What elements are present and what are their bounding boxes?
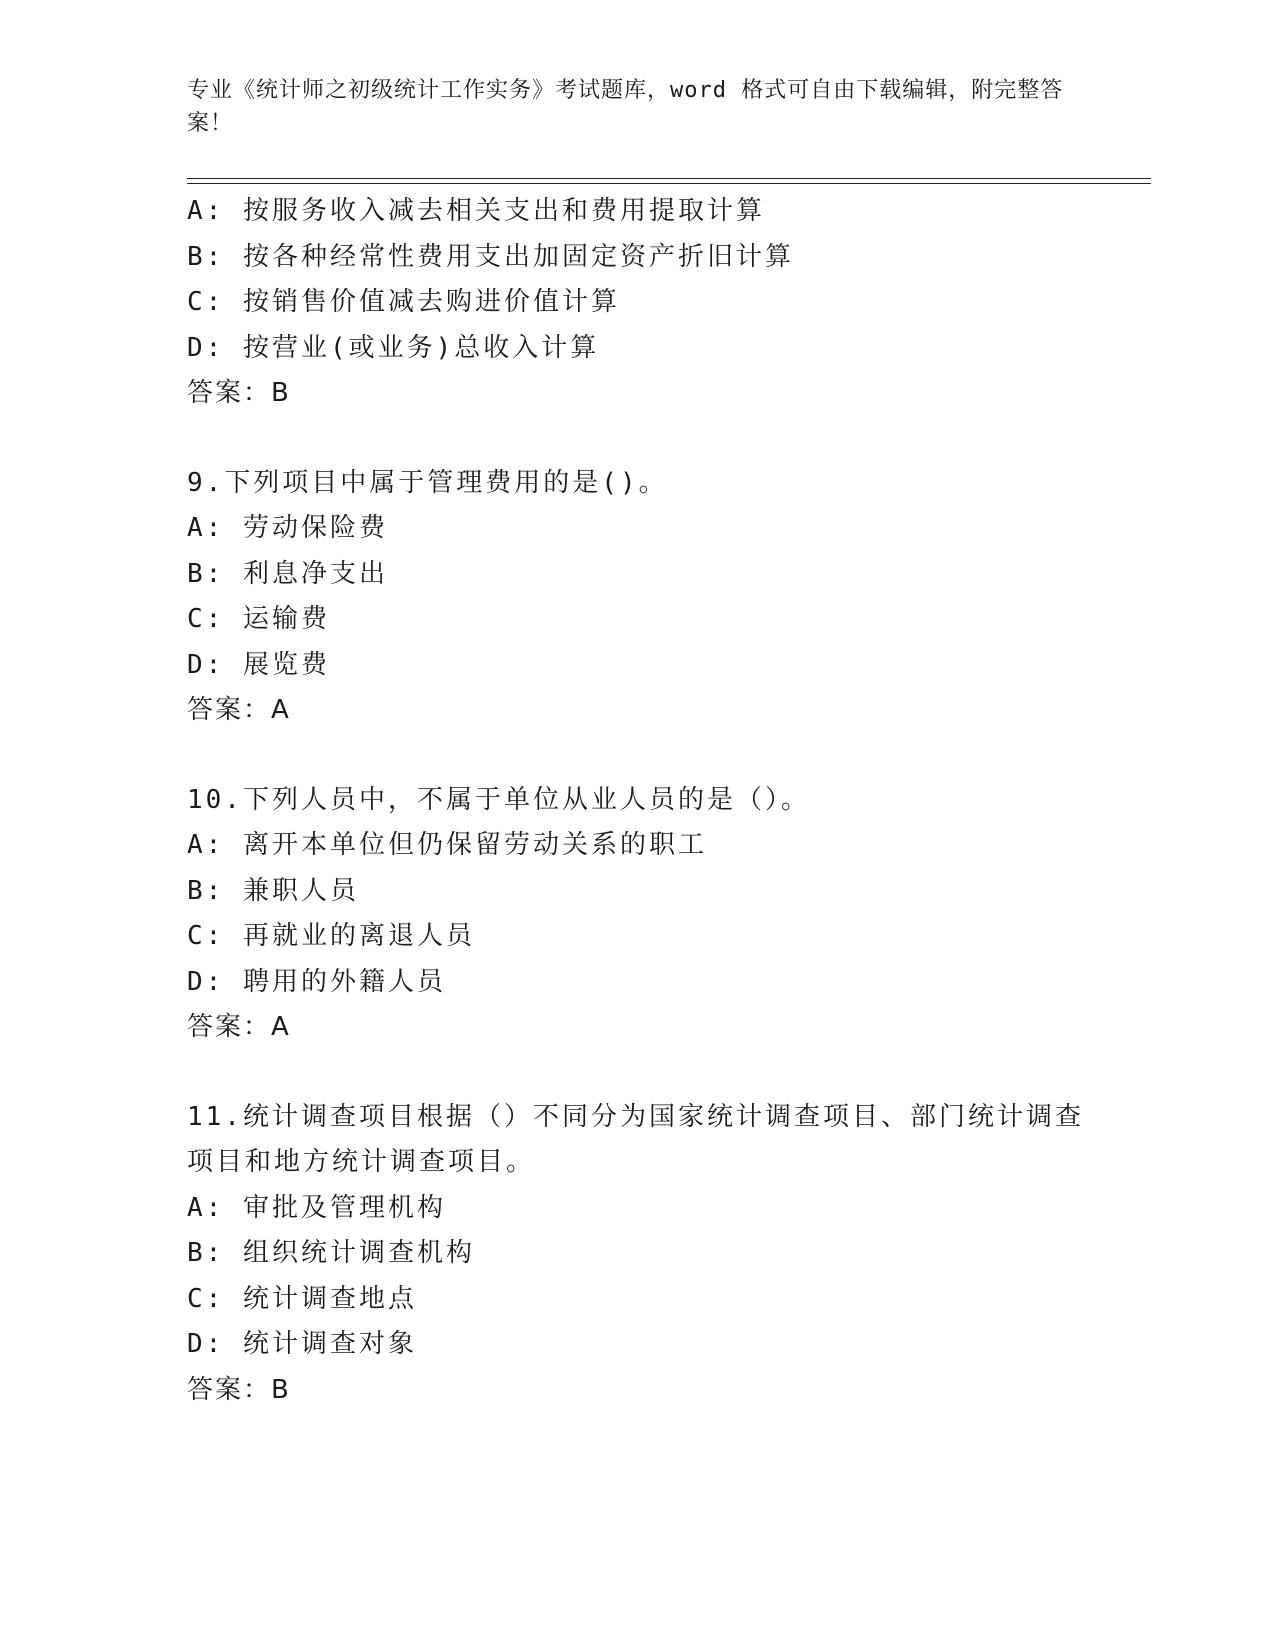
option-b: B: 兼职人员 — [187, 875, 359, 906]
header-rule-top — [187, 178, 1151, 179]
question-stem-continued: 项目和地方统计调查项目。 — [187, 1147, 536, 1177]
option-a: A: 按服务收入减去相关支出和费用提取计算 — [187, 196, 765, 226]
answer-line: 答案：A — [187, 1012, 291, 1042]
answer-line: 答案：A — [187, 695, 291, 725]
option-d: D: 按营业(或业务)总收入计算 — [187, 332, 600, 363]
option-c: C: 统计调查地点 — [187, 1283, 417, 1314]
option-a: A: 劳动保险费 — [187, 513, 388, 543]
option-d: D: 聘用的外籍人员 — [187, 966, 446, 997]
option-b: B: 组织统计调查机构 — [187, 1238, 475, 1268]
option-d: D: 展览费 — [187, 649, 330, 680]
option-b: B: 按各种经常性费用支出加固定资产折旧计算 — [187, 241, 794, 272]
question-stem: 11.统计调查项目根据（）不同分为国家统计调查项目、部门统计调查 — [187, 1101, 1084, 1132]
spacer — [187, 1051, 1087, 1095]
option-c: C: 再就业的离退人员 — [187, 921, 475, 951]
option-b: B: 利息净支出 — [187, 558, 388, 589]
question-stem: 9.下列项目中属于管理费用的是()。 — [187, 467, 668, 498]
option-a: A: 审批及管理机构 — [187, 1192, 446, 1223]
question-block — [187, 461, 1087, 734]
header-rule-bottom — [187, 183, 1151, 184]
answer-line: 答案：B — [187, 378, 291, 408]
answer-line: 答案：B — [187, 1374, 291, 1405]
option-c: C: 运输费 — [187, 604, 330, 634]
question-list — [187, 189, 1087, 1413]
option-c: C: 按销售价值减去购进价值计算 — [187, 287, 620, 317]
spacer — [187, 734, 1087, 778]
question-block — [187, 189, 1087, 417]
document-header: 专业《统计师之初级统计工作实务》考试题库，word 格式可自由下载编辑，附完整答案！ — [187, 78, 1064, 136]
question-block — [187, 778, 1087, 1051]
spacer — [187, 417, 1087, 461]
question-block — [187, 1095, 1087, 1414]
option-a: A: 离开本单位但仍保留劳动关系的职工 — [187, 830, 707, 860]
option-d: D: 统计调查对象 — [187, 1329, 417, 1359]
question-stem: 10.下列人员中，不属于单位从业人员的是（）。 — [187, 784, 810, 815]
